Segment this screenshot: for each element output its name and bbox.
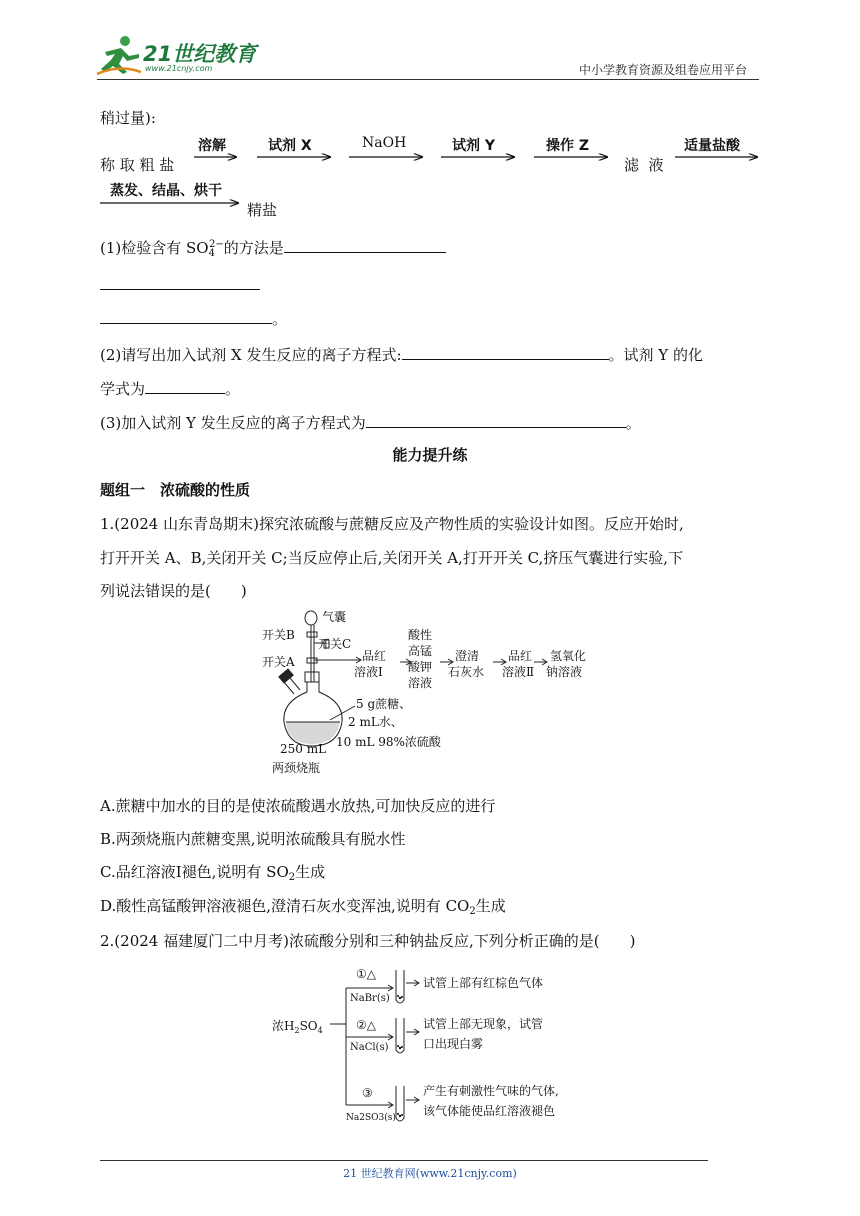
label-switch-b: 开关B (262, 628, 295, 642)
option-1c (100, 861, 325, 883)
flow-step-acid: 适量盐酸 (684, 138, 740, 154)
q1-after: 的方法是 (223, 239, 284, 257)
option-1d (100, 895, 506, 917)
logo-text: 21世纪教育 (143, 42, 257, 66)
logo-url: www.21cnjy.com (145, 64, 213, 73)
footer-divider (100, 1160, 708, 1161)
problem-1-line1: 1.(2024 山东青岛期末)探究浓硫酸与蔗糖反应及产物性质的实验设计如图。反应开始时, (100, 515, 684, 533)
flow-step-reagent-y: 试剂 Y (452, 138, 496, 154)
section-title: 能力提升练 (392, 446, 468, 464)
footer-text: 21 世纪教育网(www.21cnjy.com) (343, 1167, 517, 1180)
option-1d-sub: 2 (469, 906, 476, 917)
option-1c-text: C.品红溶液Ⅰ褪色,说明有 SO (100, 863, 289, 881)
answer-blank-1c[interactable] (100, 307, 272, 324)
question-2-line2 (100, 377, 240, 399)
intro-line: 稍过量): (100, 109, 156, 127)
flow-step-reagent-x: 试剂 X (268, 138, 312, 154)
answer-blank-1b[interactable] (100, 289, 260, 290)
answer-blank-2b[interactable] (145, 377, 225, 394)
label-branch-2: ②△ (356, 1018, 376, 1032)
option-1d-text: D.酸性高锰酸钾溶液褪色,澄清石灰水变浑浊,说明有 CO (100, 897, 470, 915)
label-reagent-5a: 氢氧化 (550, 649, 587, 663)
label-contents-2: 2 mL水、 (348, 715, 403, 729)
result-3b: 该气体能使品红溶液褪色 (423, 1104, 556, 1118)
q2-line2: 学式为 (100, 380, 146, 398)
option-1a: A.蔗糖中加水的目的是使浓硫酸遇水放热,可加快反应的进行 (100, 797, 496, 815)
label-salt-3: Na2SO3(s) (346, 1113, 396, 1123)
label-reagent-2a: 酸性 (408, 628, 433, 642)
label-reagent-3b: 石灰水 (448, 665, 485, 679)
airbag-icon (305, 611, 317, 625)
result-3a: 产生有刺激性气味的气体, (423, 1084, 559, 1098)
label-reagent-1b: 溶液Ⅰ (354, 665, 383, 679)
flow-filtrate: 滤 液 (624, 156, 664, 174)
label-reagent-4a: 品红 (508, 649, 533, 663)
label-reagent-4b: 溶液Ⅱ (502, 665, 535, 679)
label-salt-2: NaCl(s) (350, 1042, 389, 1053)
answer-blank-1[interactable] (284, 236, 446, 253)
problem-2: 2.(2024 福建厦门二中月考)浓硫酸分别和三种钠盐反应,下列分析正确的是( ) (100, 932, 636, 950)
q2-end-punct: 。 (225, 380, 241, 398)
option-1d-after: 生成 (475, 897, 506, 915)
stopper-icon (279, 669, 293, 683)
label-reagent-1a: 品红 (362, 649, 387, 663)
question-1 (100, 236, 446, 259)
question-3 (100, 411, 641, 433)
label-salt-1: NaBr(s) (350, 993, 390, 1004)
label-switch-a: 开关A (262, 655, 295, 669)
flow-step-evaporate: 蒸发、结晶、烘干 (110, 183, 222, 199)
q1-sub: 4 (208, 248, 215, 259)
result-2a: 试管上部无现象，试管 (423, 1017, 544, 1031)
answer-blank-3[interactable] (366, 411, 626, 428)
label-flask-volume: 250 mL (280, 742, 327, 756)
label-acid: 浓$H_2SO_4$ (272, 1019, 323, 1035)
result-1: 试管上部有红棕色气体 (423, 976, 544, 990)
q3-text: (3)加入试剂 Y 发生反应的离子方程式为 (100, 414, 366, 432)
q1-sup: 2− (208, 239, 224, 250)
result-2b: 口出现白雾 (423, 1037, 484, 1051)
flow-end: 精盐 (247, 201, 278, 219)
q2-after: 。试剂 Y 的化 (608, 346, 703, 364)
option-1c-after: 生成 (295, 863, 326, 881)
label-airbag: 气囊 (322, 610, 347, 624)
label-reagent-2b: 高锰 (408, 644, 433, 658)
problem-1-line2: 打开开关 A、B,关闭开关 C;当反应停止后,关闭开关 A,打开开关 C,挤压气囊进行实验,下 (100, 549, 684, 567)
label-reagent-5b: 钠溶液 (546, 665, 583, 679)
group-title: 题组一 浓硫酸的性质 (100, 481, 251, 499)
option-1c-sub: 2 (288, 872, 296, 883)
q1-text: (1)检验含有 SO (100, 239, 209, 257)
q1-end-punct: 。 (272, 310, 288, 328)
q2-text: (2)请写出加入试剂 X 发生反应的离子方程式: (100, 346, 402, 364)
reaction-diagram (270, 960, 600, 1130)
label-contents-3: 10 mL 98%浓硫酸 (336, 735, 441, 749)
label-contents-1: 5 g蔗糖、 (356, 697, 412, 711)
label-reagent-3a: 澄清 (455, 649, 480, 663)
header-platform-text: 中小学教育资源及组卷应用平台 (579, 63, 748, 77)
apparatus-diagram (260, 610, 600, 780)
flow-step-operation-z: 操作 Z (546, 138, 590, 154)
flow-start: 称 取 粗 盐 (100, 156, 175, 174)
option-1b: B.两颈烧瓶内蔗糖变黑,说明浓硫酸具有脱水性 (100, 830, 406, 848)
question-2 (100, 343, 703, 365)
question-1-end (100, 307, 287, 329)
q3-end-punct: 。 (625, 414, 641, 432)
label-switch-c: 开关C (318, 637, 352, 651)
label-reagent-2c: 酸钾 (408, 660, 433, 674)
label-reagent-2d: 溶液 (408, 676, 433, 690)
label-branch-1: ①△ (356, 967, 376, 981)
flow-step-dissolve: 溶解 (198, 138, 226, 154)
label-flask-name: 两颈烧瓶 (272, 761, 321, 775)
label-branch-3: ③ (362, 1086, 373, 1100)
answer-blank-2[interactable] (402, 343, 609, 360)
problem-1-line3: 列说法错误的是( ) (100, 582, 247, 600)
flow-step-naoh: NaOH (362, 135, 407, 151)
